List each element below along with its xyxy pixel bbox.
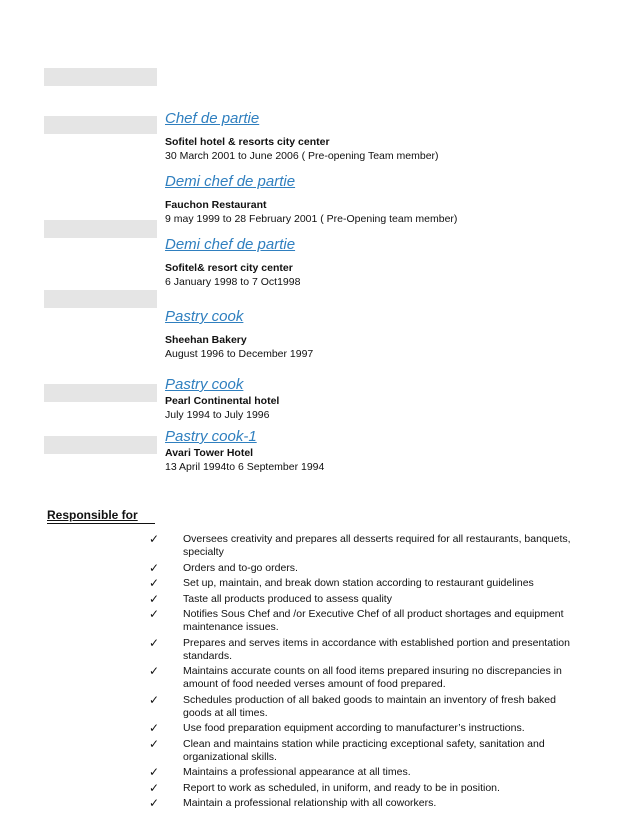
job-title: Pastry cook [165,308,244,325]
job-entry [165,173,605,226]
job-dates: 30 March 2001 to June 2006 ( Pre-opening Team member) [165,150,439,162]
check-icon: ✓ [149,692,160,707]
check-icon: ✓ [149,796,160,810]
left-shaded-block [44,116,157,134]
job-title: Pastry cook-1 [165,428,257,445]
check-icon: ✓ [149,780,160,795]
job-title: Chef de partie [165,110,260,127]
left-shaded-block [44,436,157,454]
check-icon: ✓ [149,736,160,751]
job-title: Pastry cook [165,376,244,393]
responsibilities-list [149,533,579,813]
list-item: ✓ Maintain a professional relationship with all coworkers. [149,796,437,810]
list-item: ✓ Orders and to-go orders. [149,560,298,575]
left-shaded-block [44,384,157,402]
responsible-for-heading: Responsible for [47,508,138,522]
job-company: Avari Tower Hotel [165,447,254,459]
left-shaded-block [44,220,157,238]
job-company: Pearl Continental hotel [165,395,280,407]
job-company: Sofitel& resort city center [165,262,293,274]
job-entry [165,428,605,474]
job-company: Sofitel hotel & resorts city center [165,136,330,148]
list-item: ✓ Schedules production of all baked goods to maintain an inventory of fresh baked goods at all times. [149,692,556,719]
job-entry [165,308,605,361]
check-icon: ✓ [149,765,160,779]
job-company: Sheehan Bakery [165,334,247,346]
job-company: Fauchon Restaurant [165,199,267,211]
job-entry [165,110,605,163]
list-item: ✓ Clean and maintains station while practicing exceptional safety, sanitation and organizational skills. [149,736,545,763]
list-item: ✓ Maintains accurate counts on all food items prepared insuring no discrepancies in amount of food needed verses amount of food prepared. [149,664,562,690]
list-item: ✓ Report to work as scheduled, in uniform, and ready to be in position. [149,780,500,795]
list-item: ✓ Set up, maintain, and break down station according to restaurant guidelines [149,576,534,590]
list-item: ✓ Taste all products produced to assess quality [149,591,392,606]
check-icon: ✓ [149,721,160,735]
list-item: ✓ Notifies Sous Chef and /or Executive Chef of all product shortages and equipment maintenance issues. [149,607,564,633]
check-icon: ✓ [149,664,160,678]
left-shaded-block [44,290,157,308]
list-item: ✓ Oversees creativity and prepares all desserts required for all restaurants, banquets, specialty [149,532,571,558]
check-icon: ✓ [149,635,160,650]
job-title: Demi chef de partie [165,173,296,190]
list-item: ✓ Use food preparation equipment according to manufacturer’s instructions. [149,721,525,735]
job-dates: 6 January 1998 to 7 Oct1998 [165,276,301,288]
check-icon: ✓ [149,591,160,606]
check-icon: ✓ [149,560,160,575]
check-icon: ✓ [149,576,160,590]
job-entry [165,376,605,422]
section-heading [47,508,155,524]
job-dates: July 1994 to July 1996 [165,409,270,421]
check-icon: ✓ [149,532,160,546]
job-dates: August 1996 to December 1997 [165,348,314,360]
left-shaded-block [44,68,157,86]
job-entry [165,236,605,289]
list-item: ✓ Prepares and serves items in accordance with established portion and presentation standards. [149,635,570,662]
job-dates: 9 may 1999 to 28 February 2001 ( Pre-Opening team member) [165,213,458,225]
check-icon: ✓ [149,607,160,621]
job-dates: 13 April 1994to 6 September 1994 [165,461,325,473]
job-title: Demi chef de partie [165,236,296,253]
list-item: ✓ Maintains a professional appearance at all times. [149,765,411,779]
